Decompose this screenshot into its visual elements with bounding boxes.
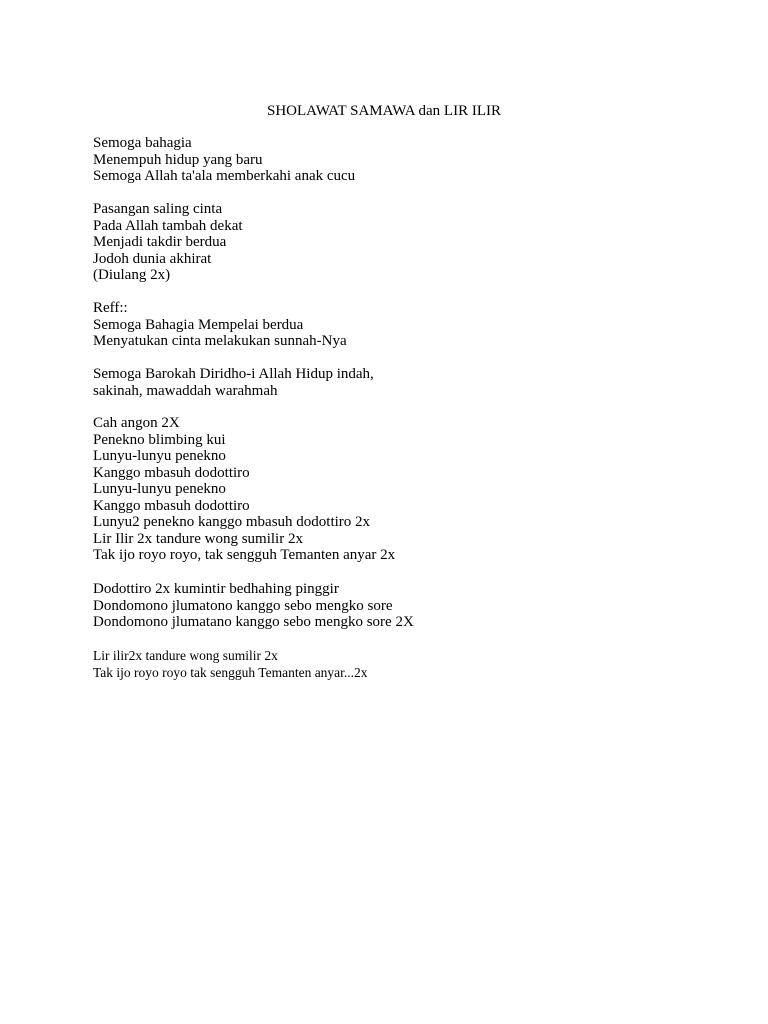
stanza-6 [93,581,713,631]
lyric-line: Menjadi takdir berdua [93,234,227,250]
lyric-line: Semoga Bahagia Mempelai berdua [93,316,304,333]
lyric-line: Tak ijo royo royo tak sengguh Temanten anyar...2x [93,665,368,680]
lyric-line: Lunyu-lunyu penekno [93,448,226,464]
lyric-line: Semoga Barokah Diridho-i Allah Hidup indah, [93,366,374,382]
lyric-line: Lir Ilir 2x tandure wong sumilir 2x [93,530,303,547]
document-title [0,102,768,120]
lyric-line: Jodoh dunia akhirat [93,250,212,267]
lyric-line: Menempuh hidup yang baru [93,151,263,168]
lyric-line: Dondomono jlumatono kanggo sebo mengko sore [93,597,393,614]
stanza-7 [93,647,713,681]
repeat-note: (Diulang 2x) [93,267,171,283]
lyric-line: Pada Allah tambah dekat [93,217,243,234]
stanza-5 [93,415,713,564]
lyric-line: Lunyu2 penekno kanggo mbasuh dodottiro 2x [93,514,371,530]
reff-label: Reff:: [93,300,128,316]
lyric-line: Lunyu-lunyu penekno [93,481,226,497]
title-text: SHOLAWAT SAMAWA dan LIR ILIR [267,103,501,119]
lyric-line: Semoga Allah ta'ala memberkahi anak cucu [93,168,356,184]
stanza-1 [93,135,713,185]
lyric-line: Dondomono jlumatano kanggo sebo mengko sore 2X [93,614,414,630]
lyric-line: sakinah, mawaddah warahmah [93,382,278,399]
lyric-line: Tak ijo royo royo, tak sengguh Temanten anyar 2x [93,547,396,563]
lyric-line: Cah angon 2X [93,415,180,431]
lyric-line: Kanggo mbasuh dodottiro [93,464,250,481]
stanza-4 [93,366,713,399]
stanza-reff [93,300,713,350]
lyric-line: Semoga bahagia [93,135,192,151]
stanza-2 [93,201,713,284]
lyric-line: Dodottiro 2x kumintir bedhahing pinggir [93,581,339,597]
lyric-line: Pasangan saling cinta [93,201,223,217]
lyric-line: Penekno blimbing kui [93,431,226,448]
lyric-line: Menyatukan cinta melakukan sunnah-Nya [93,333,347,349]
lyric-line: Lir ilir2x tandure wong sumilir 2x [93,648,278,663]
lyric-line: Kanggo mbasuh dodottiro [93,497,250,514]
